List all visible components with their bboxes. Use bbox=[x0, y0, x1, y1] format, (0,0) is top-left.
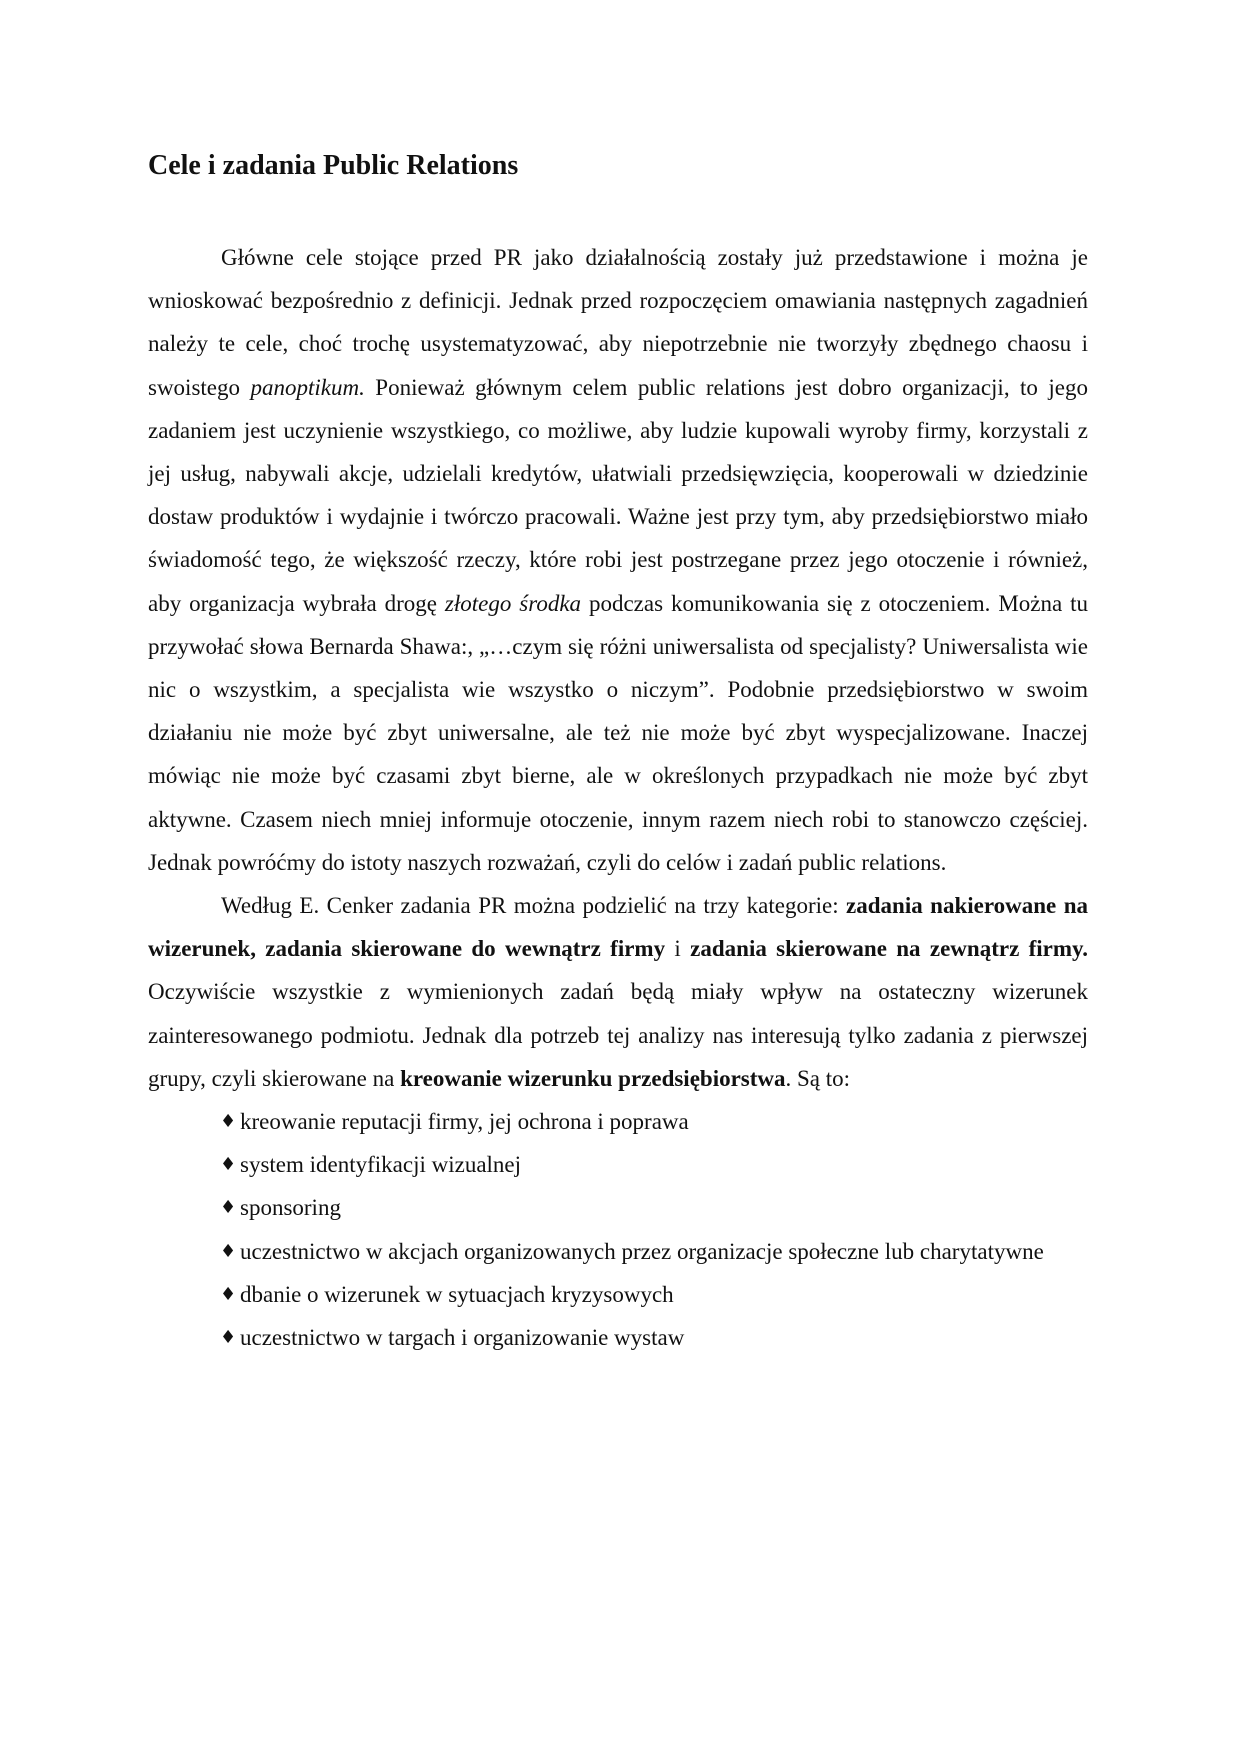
document-body bbox=[148, 236, 1088, 1359]
list-item-text: system identyfikacji wizualnej bbox=[240, 1152, 522, 1178]
list-item-text: sponsoring bbox=[240, 1195, 341, 1221]
list-item-text: uczestnictwo w akcjach organizowanych przez organizacje społeczne lub charytatywne bbox=[240, 1238, 1044, 1264]
list-item bbox=[220, 1143, 1088, 1186]
diamond-bullet-icon: ♦ bbox=[220, 1154, 237, 1176]
paragraph-categories-text-2: i bbox=[665, 936, 691, 962]
list-item bbox=[220, 1186, 1088, 1229]
list-item bbox=[220, 1316, 1088, 1359]
list-item bbox=[220, 1230, 1088, 1273]
paragraph-categories-text-3: Oczywiście wszystkie z wymienionych zadań będą miały wpływ na ostateczny wizerunek zainteresowanego podmiotu. Jednak dla potrzeb tej analizy nas interesują tylko zadania z pierwszej grupy, czyli skierowane na bbox=[148, 979, 1088, 1091]
paragraph-goals-text-3: podczas komunikowania się z otoczeniem. Można tu przywołać słowa Bernarda Shawa:, „…czym się różni uniwersalista od specjalisty? Uniwersalista wie nic o wszystkim, a specjalista wie wszystko o niczym”. Podobnie przedsiębiorstwo w swoim działaniu nie może być zbyt uniwersalne, ale też nie może być zbyt wyspecjalizowane. Inaczej mówiąc nie może być czasami zbyt bierne, ale w określonych przypadkach nie może być zbyt aktywne. Czasem niech mniej informuje otoczenie, innym razem niech robi to stanowczo częściej. Jednak powróćmy do istoty naszych rozważań, czyli do celów i zadań public relations. bbox=[148, 590, 1089, 875]
list-item bbox=[220, 1100, 1088, 1143]
diamond-bullet-icon: ♦ bbox=[220, 1111, 237, 1133]
paragraph-goals-text-2: Ponieważ głównym celem public relations jest dobro organizacji, to jego zadaniem jest uczynienie wszystkiego, co możliwe, aby ludzie kupowali wyroby firmy, korzystali z jej usług, nabywali akcje, udzielali kredytów, ułatwiali przedsięwzięcia, kooperowali w dziedzinie dostaw produktów i wydajnie i twórczo pracowali. Ważne jest przy tym, aby przedsiębiorstwo miało świadomość tego, że większość rzeczy, które robi jest postrzegane przez jego otoczenie i również, aby organizacja wybrała drogę bbox=[148, 374, 1088, 616]
paragraph-goals-text-1: Główne cele stojące przed PR jako działalnością zostały już przedstawione i można je wnioskować bezpośrednio z definicji. Jednak przed rozpoczęciem omawiania następnych zagadnień należy te cele, choć trochę usystematyzować, aby niepotrzebnie nie tworzyły zbędnego chaosu i swoistego bbox=[148, 245, 1088, 400]
paragraph-goals bbox=[148, 236, 1088, 884]
list-item bbox=[220, 1273, 1088, 1316]
paragraph-categories-text-4: . Są to: bbox=[785, 1065, 851, 1091]
task-list bbox=[148, 1100, 1088, 1359]
list-item-text: uczestnictwo w targach i organizowanie wystaw bbox=[240, 1325, 685, 1351]
diamond-bullet-icon: ♦ bbox=[220, 1197, 237, 1219]
golden-mean-italic: złotego środka bbox=[444, 590, 582, 616]
diamond-bullet-icon: ♦ bbox=[220, 1327, 237, 1349]
document-title: Cele i zadania Public Relations bbox=[148, 150, 519, 181]
panoptikum-italic: panoptikum. bbox=[250, 374, 365, 400]
diamond-bullet-icon: ♦ bbox=[220, 1240, 237, 1262]
categories-bold-1: zadania nakierowane na wizerunek, zadania skierowane do wewnątrz firmy bbox=[148, 893, 1089, 962]
list-item-text: kreowanie reputacji firmy, jej ochrona i poprawa bbox=[240, 1109, 689, 1135]
list-item-text: dbanie o wizerunek w sytuacjach kryzysowych bbox=[240, 1281, 674, 1307]
diamond-bullet-icon: ♦ bbox=[220, 1283, 237, 1305]
paragraph-categories bbox=[148, 884, 1088, 1100]
paragraph-categories-text-1: Według E. Cenker zadania PR można podzielić na trzy kategorie: bbox=[221, 893, 847, 919]
categories-bold-2: zadania skierowane na zewnątrz firmy. bbox=[690, 936, 1089, 962]
image-creation-bold: kreowanie wizerunku przedsiębiorstwa bbox=[400, 1065, 786, 1091]
